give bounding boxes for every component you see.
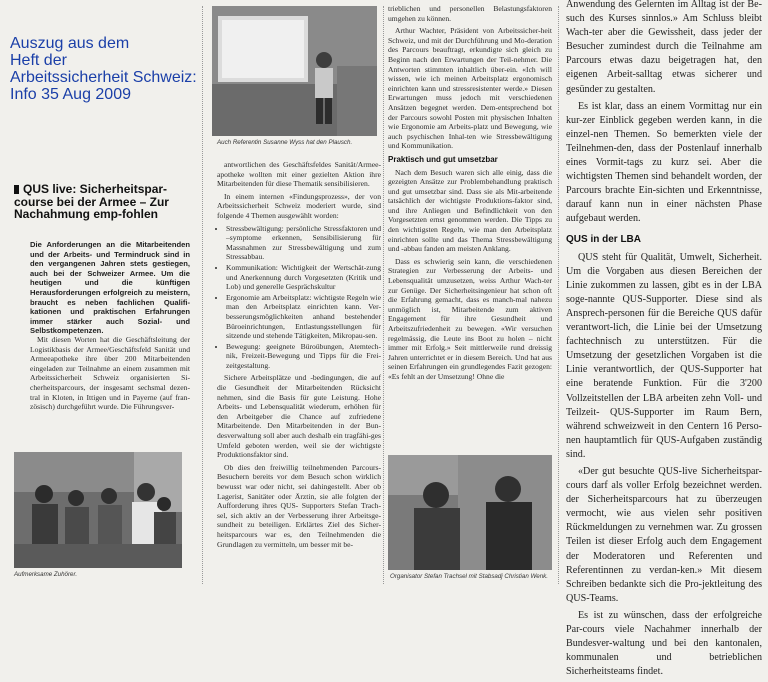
paragraph: QUS steht für Qualität, Umwelt, Sicherheit. Um die Vorgaben aus diesen Bereichen der Linie zukommen zu lassen, gibt es in der LBA soge-nannte QUS-Supporter. Diese sind als Ansprech-personen für die Bereiche QUS dafür verantwort-lich, die Linie bei der Umsetzung fachtechnisch zu unterstützen. Für die Umsetzung der gesetzlichen Vorgaben ist die Linie verantwortlich, der QUS-Supporter hat eine beratende Funktion. Für die 3'200 Vollzeitstellen der LBA arbeiten zehn Voll- und Teilzeit- QUS-Supporter im Raum Bern, während schweizweit in den Centern 16 Perso-nen hauptamtlich für QUS-Aufgaben zuständig sind.: [566, 251, 762, 460]
article-col3-body: [388, 4, 552, 385]
paragraph: In einem internen «Findungsprozess», der von Arbeitssicherheit Schweiz moderiert wurde, sind folgende 4 Themen ausgewählt worden:: [217, 191, 381, 220]
article-col1-body: [30, 335, 190, 415]
photo-caption: Organisator Stefan Trachsel mit Stabsadj Christian Wenk.: [390, 573, 548, 580]
column-divider: [558, 6, 559, 584]
article-lead: Die Anforderungen an die Mitarbeitenden und der Arbeits- und Termindruck sind in den vergangenen Jahren stets gestiegen, auch bei der Schweizer Armee. Um die heutigen und die künftigen Herausforderungen erfolgreich zu meistern, braucht es neben fachlichen Qualifi-kationen und praktischen Erfahrungen immer stärker auch Sozial- und Selbstkompetenzen.: [30, 240, 190, 336]
paragraph: trieblichen und personellen Belastungsfaktoren umgehen zu können.: [388, 4, 552, 23]
overlay-line: Auszug aus dem: [10, 35, 130, 52]
column-divider: [383, 6, 384, 584]
headline-marker-icon: [14, 185, 19, 194]
photo-organizer: [388, 455, 552, 570]
paragraph: antwortlichen des Geschäftsfeldes Sanität/Armee-apotheke wollten mit einer gezielten Aktion ihre Mitarbeitenden für diese Thematik sensibilisieren.: [217, 160, 381, 189]
list-item: • Kommunikation: Wichtigkeit der Wertschät-zung und Anerkennung durch Vorgesetzten (Kritik und Lob) und generelle Gesprächskultur: [226, 263, 381, 292]
organizer-photo-image: [388, 455, 552, 570]
overlay-line: Arbeitssicherheit Schweiz:: [10, 69, 197, 86]
section-heading: QUS in der LBA: [566, 233, 642, 245]
overlay-line: Heft der: [10, 52, 67, 69]
paragraph: «Der gut besuchte QUS-live Sicherheitspar-cours darf als voller Erfolg bezeichnet werden. der Sicherheitsparcours hat zu überzeugen vermocht, wie aus vielen sehr positiven Rückmeldungen zu vernehmen war. Zu grossen Teilen ist dieser Erfolg auch dem Engagement der Moderatoren und Referenten und Referentinnen zu verdan-ken.» Mit diesem Schreiben bedankte sich die Pro-jektleitung des QUS-Teams.: [566, 466, 762, 604]
paragraph: Nach dem Besuch waren sich alle einig, dass die gezeigten Ansätze zur Problembehandlung praktisch und gut umsetzbar sind. Dass sie als Mit-arbeitende tatsächlich der wichtigste Produktions-faktor sind, und ihre Anliegen und Befindlichkeit von den Vorgesetzten ernst genommen werden. Die Tipps zu den wichtigsten Regeln, wie man den Arbeitsplatz einrichten sollte und das Thema Stressbewältigung und -abbau fanden am meisten Anklang.: [388, 167, 552, 254]
list-item: • Ergonomie am Arbeitsplatz: wichtigste Regeln wie man den Arbeitsplatz einrichten kann. Ver-besserungsmöglichkeiten anhand bestehender Büroeinrichtungen, Entlastungsstellungen für sitzende und stehende Tätigkeiten, Mikropau-sen.: [226, 293, 381, 341]
paragraph: Arthur Wachter, Präsident von Arbeitssicher-heit Schweiz, und mit der Durchführung und Mo-deration des Parcours beauftragt, erkundigte sich gleich zu Beginn nach den Erwartungen der Teil-nehmer. Die Antworten stimmten inhaltlich über-ein. «Ich will wissen, wie ich meinen Arbeitsplatz ergonomisch einrichten kann und stressresistenter werde.» Diesen Erwartungen muss jedoch mit verschiedenen Ansätzen begegnet werden. Dem-entsprechend bot der Parcours sowohl Posten mit physischen Inhalten wie Ergonomie am Arbeits-platz und Bewegung, wie auch psychischen Inhal-ten wie Stressbewältigung und Kommunikation.: [388, 26, 552, 151]
overlay-title: [10, 35, 210, 103]
article-headline-block: [14, 183, 192, 221]
article-col2-body: [217, 160, 381, 552]
photo-speaker: [212, 6, 377, 136]
paragraph: Mit diesen Worten hat die Geschäftsleitung der Logistikbasis der Armee/Geschäftsfeld Sanität und Armeeapotheke ihre über 200 Mitarbeitenden eingeladen zur Teilnahme an einem zusammen mit Arbeitssicherheit Schweiz organisierten Si-cherheitsparcours, der insgesamt sechsmal dezen-tral in Kloten, in Ittigen und in Payerne (auf fran-zösisch) durchgeführt wurde. Die Führungsver-: [30, 335, 190, 412]
article-headline: QUS live: Sicherheitspar-course bei der Armee – Zur Nachahmung emp-fohlen: [14, 182, 169, 221]
speaker-photo-image: [212, 6, 377, 136]
paragraph: Dass es schwierig sein kann, die verschiedenen Strategien zur Verbesserung der Arbeits- und Lebensqualität umzusetzen, weiss Arthur Wach-ter zur Genüge. Der Sicherheitsingenieur hat schon oft die Erfahrung gemacht, dass es manch-mal nahezu unmöglich ist, Mitarbeitende zum aktiven Engagement für ihre Gesundheit und Arbeitszufriedenheit zu bewegen. «Wir versuchen regelmässig, die Leute ins Boot zu holen – nicht immer mit Erfolg.» Seit mittlerweile rund dreissig Jahren unterrichtet er in diesem Bereich. Und hat aus seinen Erfahrungen ein grundlegendes Fazit gezogen: «Es fehlt an der Umsetzung! Ohne die: [388, 256, 552, 381]
paragraph: Es ist zu wünschen, dass der erfolgreiche Par-cours viele Nachahmer innerhalb der Bundesver-waltung und bei den kantonalen, kommunalen und betrieblichen Sicherheitsteams findet.: [566, 609, 762, 678]
paragraph: Sichere Arbeitsplätze und -bedingungen, die auf die Gesundheit der Mitarbeitenden Rücksicht nehmen, sind die Basis für gute Leistung. Hohe Arbeits- und Lebensqualität wiederum, erhöhen für den Arbeitgeber die Chance auf zufriedene Mitarbeitende. Den Mitarbeitenden in der Bun-desverwaltung soll aber auch deshalb ein tragfähi-ges Umfeld geboten werden, weil sie der wichtigste Produktionsfaktor sind.: [217, 373, 381, 460]
photo-audience: [14, 452, 182, 568]
paragraph: Ob dies den freiwillig teilnehmenden Parcours-Besuchern bereits vor dem Besuch schon wirklich bewusst war oder nicht, sei dahingestellt. Aber ob Lagerist, Sanitäter oder Ärztin, sie alle folgten der Aufforderung ihres QUS- Supporters Stefan Trach-sel, sich aktiv an der Verbesserung ihrer Arbeitsge-sundheit zu beteiligen. Erklärtes Ziel des Sicher-heitsparcours war es, den Teilnehmenden die Grundlagen zu vermitteln, um besser mit be-: [217, 462, 381, 549]
section-heading: Praktisch und gut umsetzbar: [388, 154, 498, 164]
topic-list: [217, 224, 381, 371]
audience-photo-image: [14, 452, 182, 568]
photo-caption: Aufmerksame Zuhörer.: [14, 571, 78, 578]
overlay-line: Info 35 Aug 2009: [10, 86, 131, 103]
article-col4-body: [566, 0, 762, 682]
list-item: • Stressbewältigung: persönliche Stressfaktoren und –symptome erkennen, Sensibilisierung für Massnahmen zur Stressbewältigung und zum Stressabbau.: [226, 224, 381, 262]
photo-caption: Auch Referentin Susanne Wyss hat den Plausch.: [217, 139, 353, 146]
paragraph: Es ist klar, dass an einem Vormittag nur ein kur-zer Einblick gegeben werden kann, in die einzel-nen Themen. So bemerkten viele der Teilnehmen-den, dass der Postenlauf innerhalb eines Vormit-tags zu kurz sei. Aber die wichtigsten Themen sind behandelt worden, der Parcours brachte Ein-sichten und Erkenntnisse, darauf kann nun in einer nächsten Phase aufgebaut werden.: [566, 100, 762, 225]
paragraph: Anwendung des Gelernten im Alltag ist der Be-such des Kurses sinnlos.» Am Schluss bleibt Wach-ter aber die Gewissheit, dass jeder der Besucher zumindest durch die Teilnahme am Parcours etwas dazu beigetragen hat, den eigenen Arbeit-salltag etwas sicherer und gesünder zu gestalten.: [566, 0, 762, 95]
list-item: • Bewegung: geeignete Büroübungen, Atemtech-nik, Freizeit-Bewegung und Tipps für die Frei-zeitgestaltung.: [226, 342, 381, 371]
